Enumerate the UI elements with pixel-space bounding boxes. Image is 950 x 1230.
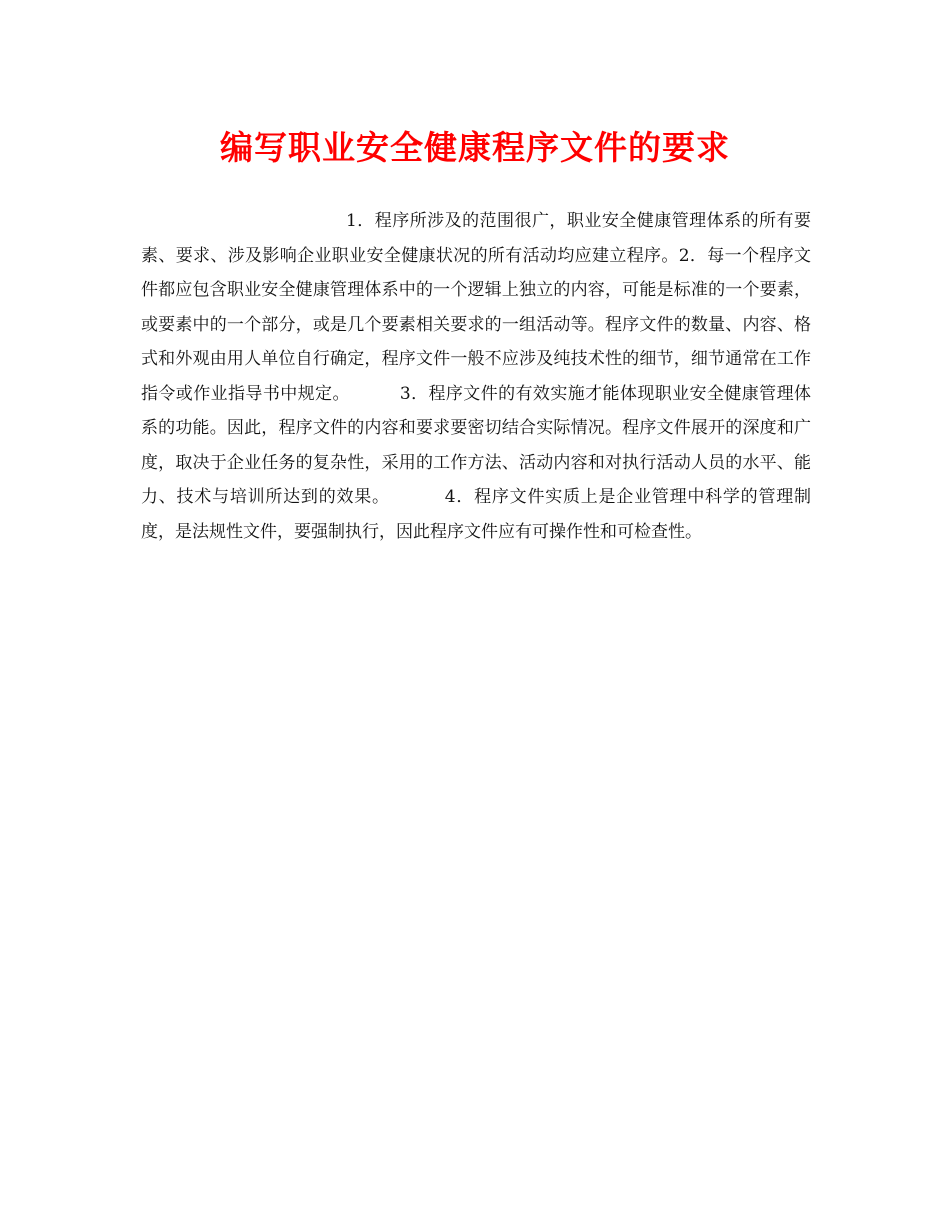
document-title: 编写职业安全健康程序文件的要求 [220, 128, 730, 167]
body-text-part-3: 4．程序文件实质上是企业管理中科学的管理制度，是法规性文件，要强制执行，因此程序文件应有可操作性和可检查性。 [141, 487, 811, 542]
body-text-part-2: 3．程序文件的有效实施才能体现职业安全健康管理体系的功能。因此，程序文件的内容和要求要密切结合实际情况。程序文件展开的深度和广度，取决于企业任务的复杂性，采用的工作方法、活动内容和对执行活动人员的水平、能力、技术与培训所达到的效果。 [141, 383, 811, 507]
document-body [141, 204, 811, 549]
body-text-part-1: 1．程序所涉及的范围很广，职业安全健康管理体系的所有要素、要求、涉及影响企业职业安全健康状况的所有活动均应建立程序。2．每一个程序文件都应包含职业安全健康管理体系中的一个逻辑上独立的内容，可能是标准的一个要素，或要素中的一个部分，或是几个要素相关要求的一组活动等。程序文件的数量、内容、格式和外观由用人单位自行确定，程序文件一般不应涉及纯技术性的细节，细节通常在工作指令或作业指导书中规定。 [141, 211, 811, 404]
